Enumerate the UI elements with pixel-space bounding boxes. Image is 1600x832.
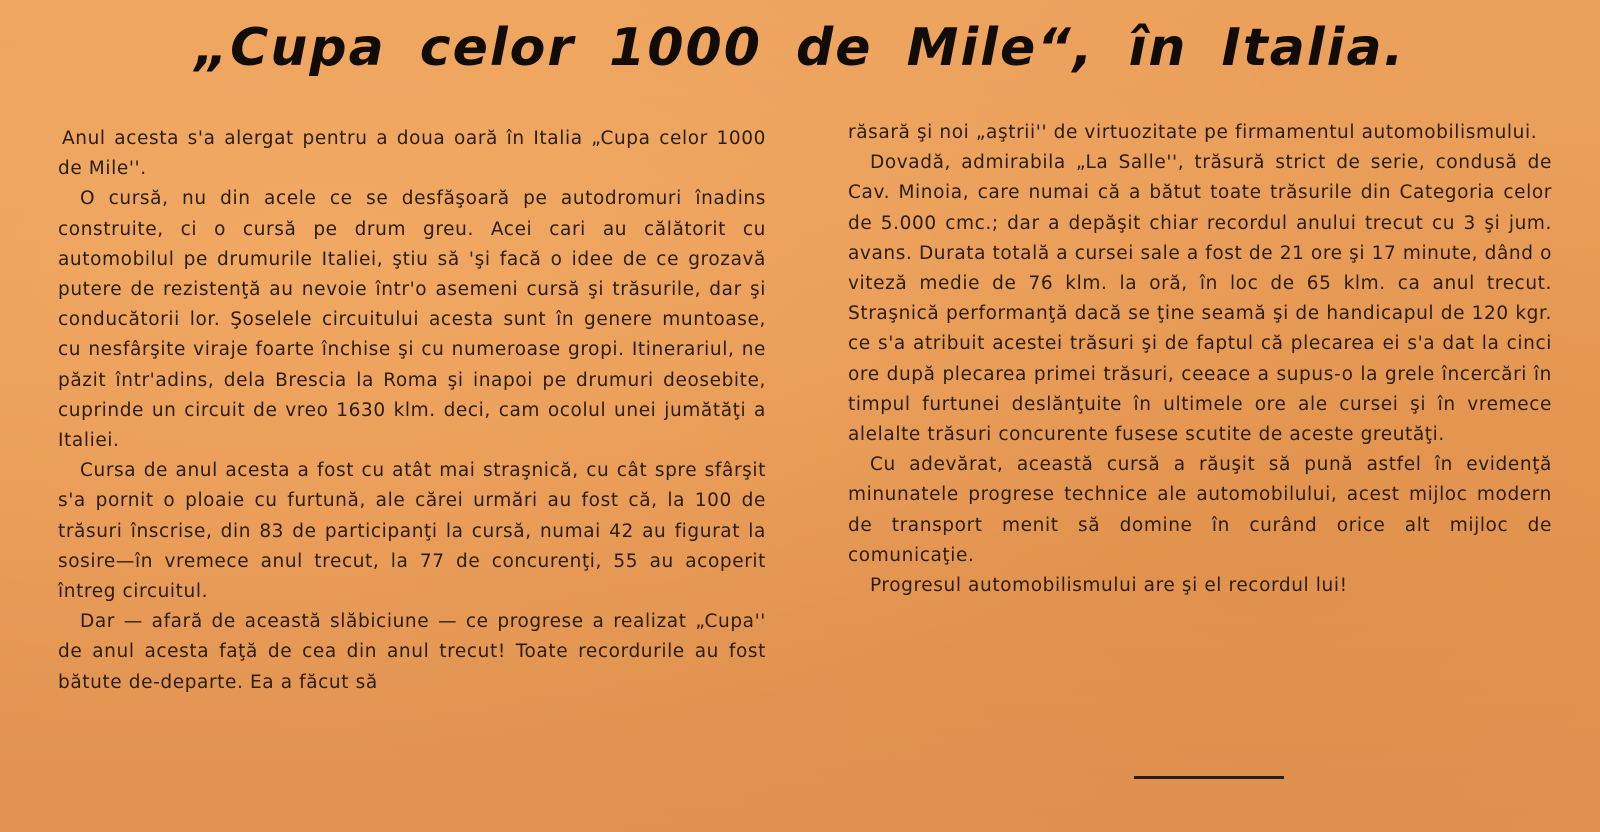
paragraph: Cursa de anul acesta a fost cu atât mai straşnică, cu cât spre sfârşit s'a pornit o ploaie cu furtună, ale cărei urmări au fost că, la 100 de trăsuri înscrise, din 83 de participanţi la cursă, numai 42 au figurat la sosire—în vremece anul trecut, la 77 de concurenţi, 55 au acoperit întreg circuitul. [58, 460, 766, 603]
paragraph: O cursă, nu din acele ce se desfăşoară pe autodromuri înadins construite, ci o cursă pe drum greu. Acei cari au călătorit cu automobilul pe drumurile Italiei, ştiu să 'şi facă o idee de ce grozavă putere de rezistenţă au nevoie într'o asemeni cursă şi trăsurile, dar şi conducătorii lor. Şoselele circuitului acesta sunt în genere muntoase, cu nesfârşite viraje foarte închise şi cu numeroase gropi. Itinerariul, ne păzit într'adins, dela Brescia la Roma şi inapoi pe drumuri deosebite, cuprinde un circuit de vreo 1630 klm. deci, cam ocolul unei jumătăţi a Italiei. [58, 188, 766, 452]
left-column [58, 124, 766, 698]
paragraph: Cu adevărat, această cursă a răuşit să pună astfel în evidenţă minunatele progrese technice ale automobilului, acest mijloc modern de transport menit să domine în curând orice alt mijloc de comunicaţie. [848, 454, 1552, 566]
paragraph: Anul acesta s'a alergat pentru a doua oară în Italia „Cupa celor 1000 de Mile''. [58, 128, 766, 180]
paragraph: răsară şi noi „aştrii'' de virtuozitate pe firmamentul automobilismului. [848, 122, 1538, 143]
paragraph: Progresul automobilismului are şi el recordul lui! [870, 575, 1348, 597]
paragraph: Dar — afară de această slăbiciune — ce progrese a realizat „Cupa'' de anul acesta faţă de cea din anul trecut! Toate recordurile au fost bătute de-departe. Ea a făcut să [58, 611, 766, 693]
paragraph: Dovadă, admirabila „La Salle'', trăsură strict de serie, condusă de Cav. Minoia, care numai că a bătut toate trăsurile din Categoria celor de 5.000 cmc.; dar a depăşit chiar recordul anului trecut cu 3 şi jum. avans. Durata totală a cursei sale a fost de 21 ore şi 17 minute, dând o viteză medie de 76 klm. la oră, în loc de 65 klm. ca anul trecut. Straşnică performanţă dacă se ţine seamă şi de handicapul de 120 kgr. ce s'a atribuit acestei trăsuri şi de faptul că plecarea ei s'a dat la cinci ore după plecarea primei trăsuri, ceeace a supus-o la grele încercări în timpul furtunei deslănţuite în ultimele ore ale cursei şi în vremece alelalte trăsuri concurente fusese scutite de aceste greutăţi. [848, 152, 1552, 446]
right-column [848, 118, 1552, 601]
article-title: „Cupa celor 1000 de Mile“, în Italia. [194, 18, 1406, 78]
end-of-article-rule [1134, 776, 1284, 779]
